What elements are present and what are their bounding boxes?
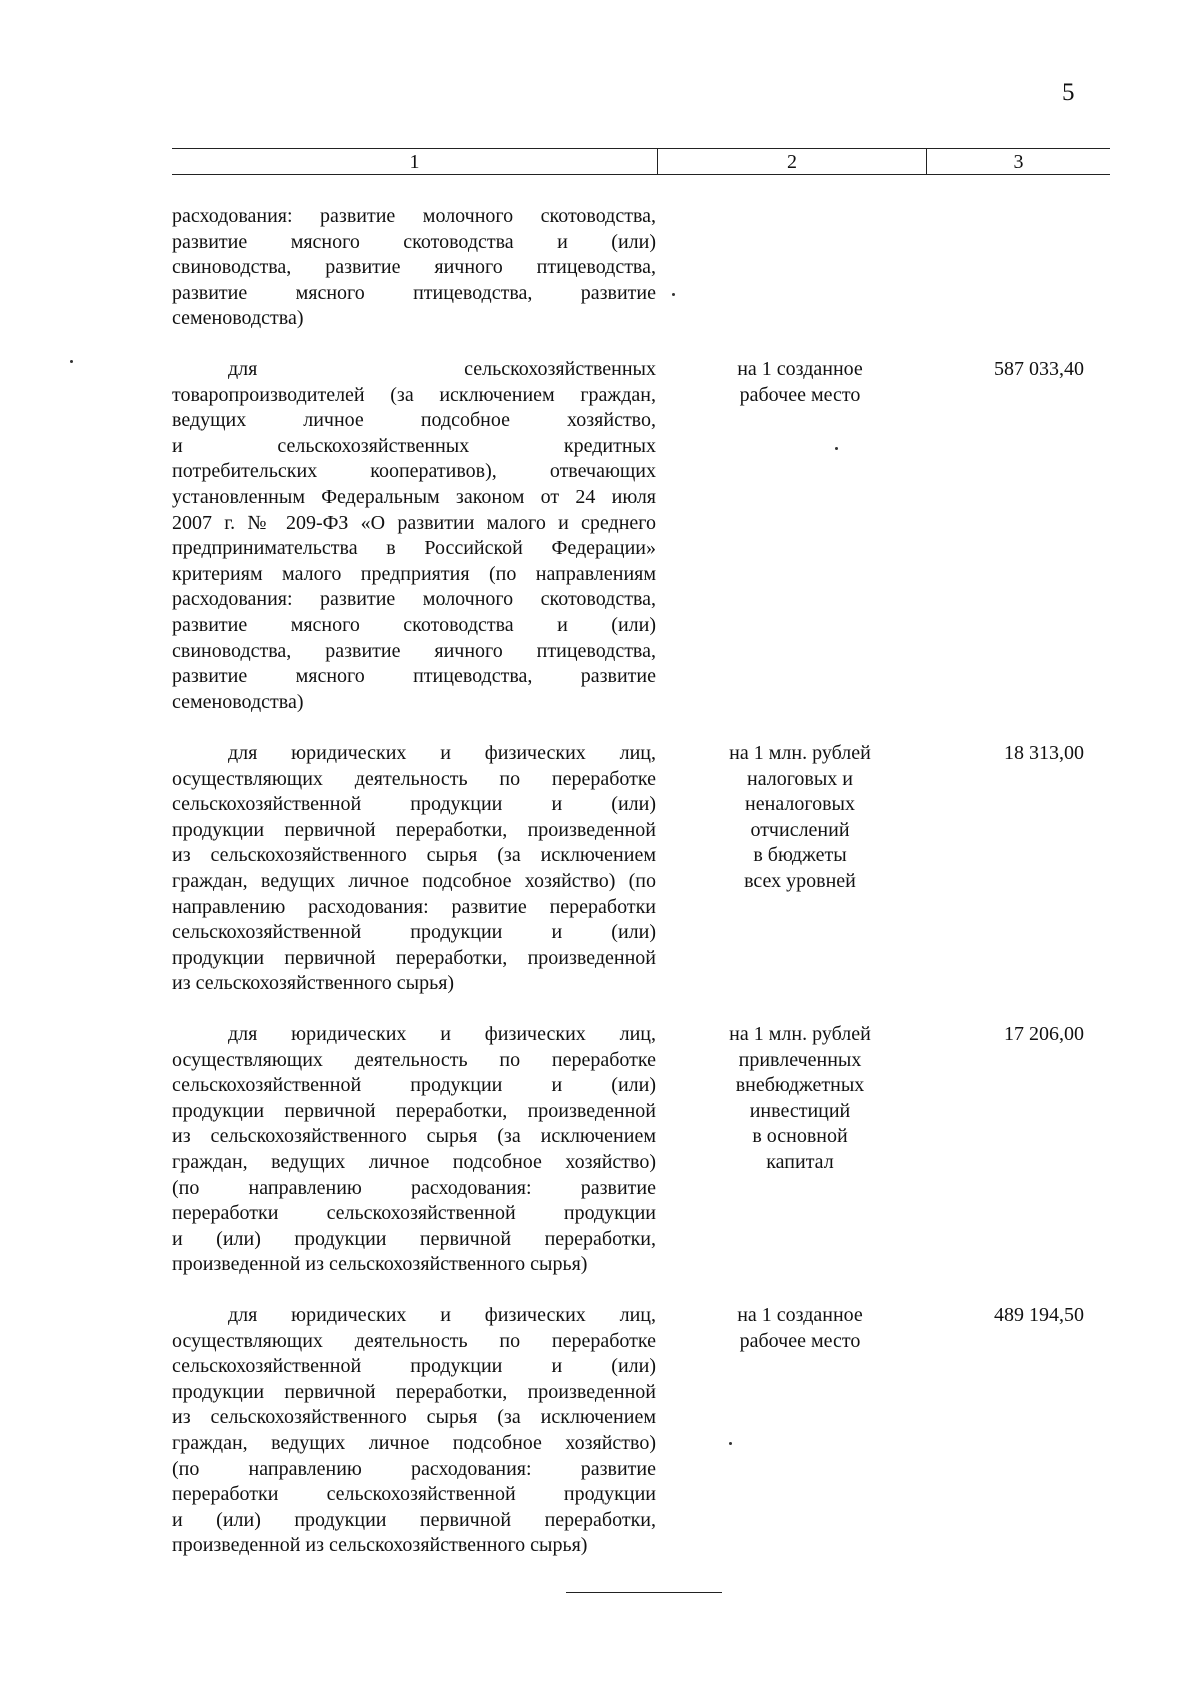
description-line: переработки сельскохозяйственной продукции xyxy=(172,1202,656,1225)
description-line: осуществляющих деятельность по переработке xyxy=(172,1048,656,1071)
unit-line: налоговых и xyxy=(746,767,854,790)
description-line: для сельскохозяйственных xyxy=(228,358,656,380)
description-line: для юридических и физических лиц, xyxy=(228,1304,656,1326)
description-line: направлению расходования: развитие переработки xyxy=(172,895,656,918)
unit-line: рабочее место xyxy=(739,1329,861,1352)
description-line: продукции первичной переработки, произведенной xyxy=(172,946,656,969)
row-5-unit xyxy=(700,1303,900,1354)
description-line: из сельскохозяйственного сырья (за исключением xyxy=(172,1406,656,1429)
row-5-description xyxy=(172,1303,656,1559)
description-line: продукции первичной переработки, произведенной xyxy=(172,1099,656,1122)
description-line: осуществляющих деятельность по переработке xyxy=(172,767,656,790)
unit-line: в бюджеты xyxy=(753,844,847,867)
row-4-description xyxy=(172,1022,656,1278)
rate-value: 17 206,00 xyxy=(1004,1023,1084,1045)
description-line: сельскохозяйственной продукции и (или) xyxy=(172,793,656,816)
row-2-value xyxy=(920,357,1084,383)
rate-value: 587 033,40 xyxy=(994,358,1084,380)
description-line: продукции первичной переработки, произведенной xyxy=(172,1380,656,1403)
description-line: и (или) продукции первичной переработки, xyxy=(172,1227,656,1250)
description-line: и сельскохозяйственных кредитных xyxy=(172,434,656,457)
unit-line: инвестиций xyxy=(749,1099,851,1122)
description-line: товаропроизводителей (за исключением граждан, xyxy=(172,383,656,406)
description-line: расходования: развитие молочного скотоводства, xyxy=(172,205,656,227)
description-line: осуществляющих деятельность по переработке xyxy=(172,1329,656,1352)
description-line: семеноводства) xyxy=(172,690,304,713)
description-line: развитие мясного скотоводства и (или) xyxy=(172,613,656,636)
unit-line: отчислений xyxy=(750,818,850,841)
unit-line: неналоговых xyxy=(745,793,855,816)
scan-speck xyxy=(672,293,675,296)
description-line: сельскохозяйственной продукции и (или) xyxy=(172,1074,656,1097)
row-2-description xyxy=(172,357,656,715)
unit-line: рабочее место xyxy=(739,383,861,406)
column-header-3: 3 xyxy=(1013,151,1024,173)
row-5-value xyxy=(920,1303,1084,1329)
row-1-description xyxy=(172,204,656,332)
page-number: 5 xyxy=(1062,79,1075,106)
description-line: расходования: развитие молочного скотоводства, xyxy=(172,588,656,611)
unit-line: капитал xyxy=(766,1150,834,1173)
description-line: свиноводства, развитие яичного птицеводства, xyxy=(172,256,656,279)
unit-line: на 1 млн. рублей xyxy=(729,1023,871,1045)
description-line: развитие мясного скотоводства и (или) xyxy=(172,230,656,253)
description-line: сельскохозяйственной продукции и (или) xyxy=(172,921,656,944)
row-4-unit xyxy=(700,1022,900,1176)
table-header-bottom-rule xyxy=(172,174,1110,175)
description-line: и (или) продукции первичной переработки, xyxy=(172,1508,656,1531)
description-line: переработки сельскохозяйственной продукции xyxy=(172,1483,656,1506)
description-line: для юридических и физических лиц, xyxy=(228,1023,656,1045)
description-line: предпринимательства в Российской Федерации» xyxy=(172,537,656,560)
description-line: 2007 г. № 209-ФЗ «О развитии малого и среднего xyxy=(172,511,656,534)
table-header-top-rule xyxy=(172,148,1110,149)
description-line: граждан, ведущих личное подсобное хозяйство) (по xyxy=(172,869,656,892)
rate-value: 489 194,50 xyxy=(994,1304,1084,1326)
scan-speck xyxy=(835,447,838,450)
description-line: свиноводства, развитие яичного птицеводства, xyxy=(172,639,656,662)
row-3-value xyxy=(920,741,1084,767)
unit-line: на 1 млн. рублей xyxy=(729,742,871,764)
row-3-unit xyxy=(700,741,900,895)
unit-line: в основной xyxy=(752,1125,848,1148)
description-line: сельскохозяйственной продукции и (или) xyxy=(172,1355,656,1378)
unit-line: на 1 созданное xyxy=(737,1304,863,1326)
description-line: из сельскохозяйственного сырья (за исключением xyxy=(172,844,656,867)
description-line: произведенной из сельскохозяйственного сырья) xyxy=(172,1253,588,1276)
row-4-value xyxy=(920,1022,1084,1048)
description-line: установленным Федеральным законом от 24 июля xyxy=(172,485,656,508)
description-line: произведенной из сельскохозяйственного сырья) xyxy=(172,1534,588,1557)
description-line: (по направлению расходования: развитие xyxy=(172,1457,656,1480)
unit-line: внебюджетных xyxy=(735,1074,865,1097)
description-line: критериям малого предприятия (по направлениям xyxy=(172,562,656,585)
table-header xyxy=(172,148,1110,174)
column-header-2: 2 xyxy=(787,151,797,173)
description-line: граждан, ведущих личное подсобное хозяйство) xyxy=(172,1150,656,1173)
description-line: потребительских кооперативов), отвечающих xyxy=(172,460,656,483)
end-rule xyxy=(566,1592,722,1593)
description-line: (по направлению расходования: развитие xyxy=(172,1176,656,1199)
unit-line: на 1 созданное xyxy=(737,358,863,380)
description-line: развитие мясного птицеводства, развитие xyxy=(172,665,656,688)
description-line: граждан, ведущих личное подсобное хозяйство) xyxy=(172,1431,656,1454)
description-line: семеноводства) xyxy=(172,307,304,330)
description-line: из сельскохозяйственного сырья) xyxy=(172,972,455,995)
description-line: продукции первичной переработки, произведенной xyxy=(172,818,656,841)
description-line: из сельскохозяйственного сырья (за исключением xyxy=(172,1125,656,1148)
description-line: развитие мясного птицеводства, развитие xyxy=(172,281,656,304)
unit-line: привлеченных xyxy=(738,1048,862,1071)
description-line: ведущих личное подсобное хозяйство, xyxy=(172,409,656,432)
scan-speck xyxy=(70,360,73,363)
row-2-unit xyxy=(700,357,900,408)
rate-value: 18 313,00 xyxy=(1004,742,1084,764)
description-line: для юридических и физических лиц, xyxy=(228,742,656,764)
column-header-1: 1 xyxy=(409,151,420,173)
scan-speck xyxy=(729,1442,732,1445)
unit-line: всех уровней xyxy=(744,869,856,892)
row-3-description xyxy=(172,741,656,997)
